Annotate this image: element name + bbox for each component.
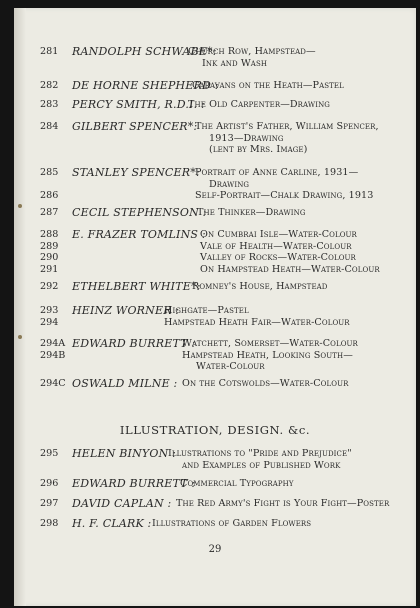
entry-line bbox=[40, 361, 390, 373]
catalogue-number: 297 bbox=[40, 498, 59, 509]
catalogue-number: 292 bbox=[40, 281, 59, 292]
page-number: 29 bbox=[208, 544, 222, 555]
artist-name: HEINZ WORNER : bbox=[72, 304, 180, 317]
catalogue-number: 298 bbox=[40, 518, 59, 529]
entry-line bbox=[40, 252, 390, 264]
entry-line bbox=[40, 317, 390, 329]
catalogue-entry bbox=[40, 448, 390, 471]
work-title: Portrait of Anne Carline, 1931— bbox=[195, 167, 359, 178]
catalogue-number: 294A bbox=[40, 338, 66, 349]
catalogue-entry bbox=[40, 281, 390, 293]
work-title: Hampstead Heath, Looking South— bbox=[182, 349, 353, 361]
work-title: The Artist's Father, William Spencer, bbox=[195, 121, 379, 132]
work-title: Vale of Health—Water-Colour bbox=[200, 240, 352, 252]
catalogue-number: 282 bbox=[40, 80, 59, 91]
work-title: Romney's House, Hampstead bbox=[192, 281, 328, 292]
catalogue-entry bbox=[40, 121, 390, 156]
entry-line bbox=[40, 190, 390, 202]
work-title: Illustrations of Garden Flowers bbox=[152, 518, 312, 529]
catalogue-page bbox=[14, 8, 416, 606]
work-title: and Examples of Published Work bbox=[182, 459, 341, 471]
artist-name: EDWARD BURRETT : bbox=[72, 477, 196, 490]
artist-name: DAVID CAPLAN : bbox=[72, 497, 172, 510]
work-title: Self-Portrait—Chalk Drawing, 1913 bbox=[195, 190, 374, 201]
entry-line bbox=[40, 305, 390, 317]
entry-line bbox=[40, 478, 390, 490]
entry-line bbox=[40, 144, 390, 156]
catalogue-number: 286 bbox=[40, 190, 59, 201]
entry-line bbox=[40, 99, 390, 111]
catalogue-number: 281 bbox=[40, 46, 59, 57]
entry-line bbox=[40, 121, 390, 133]
artist-name: PERCY SMITH, R.D.I. : bbox=[72, 98, 205, 111]
artist-name: OSWALD MILNE : bbox=[72, 377, 178, 390]
catalogue-number: 295 bbox=[40, 448, 59, 459]
work-title: On Cumbrai Isle—Water-Colour bbox=[200, 229, 357, 240]
catalogue-number: 290 bbox=[40, 252, 59, 263]
margin-mark bbox=[18, 335, 22, 339]
entry-line bbox=[40, 460, 390, 472]
artist-name: ETHELBERT WHITE*: bbox=[72, 280, 201, 293]
work-title: Illustrations to "Pride and Prejudice" bbox=[168, 448, 352, 459]
work-title: On the Cotswolds—Water-Colour bbox=[182, 378, 349, 389]
catalogue-number: 294B bbox=[40, 349, 66, 361]
work-title: Commercial Typography bbox=[180, 478, 294, 489]
work-title: Drawing bbox=[209, 178, 250, 190]
artist-name: DE HORNE SHEPHERD : bbox=[72, 79, 219, 92]
entry-line bbox=[40, 281, 390, 293]
entry-line bbox=[40, 241, 390, 253]
catalogue-entry bbox=[40, 338, 390, 373]
entry-line bbox=[40, 80, 390, 92]
work-title: Caravans on the Heath—Pastel bbox=[192, 80, 344, 91]
entry-line bbox=[40, 378, 390, 390]
artist-name: H. F. CLARK : bbox=[72, 517, 152, 530]
section-heading: ILLUSTRATION, DESIGN. &c. bbox=[119, 423, 311, 437]
catalogue-number: 294C bbox=[40, 378, 66, 389]
page-spine-shadow bbox=[14, 8, 26, 606]
catalogue-entry bbox=[40, 498, 390, 510]
catalogue-number: 296 bbox=[40, 478, 59, 489]
work-title: The Old Carpenter—Drawing bbox=[188, 99, 331, 110]
entry-line bbox=[40, 207, 390, 219]
work-title: Highgate—Pastel bbox=[164, 305, 249, 316]
artist-name: STANLEY SPENCER*: bbox=[72, 166, 200, 179]
work-title: Church Row, Hampstead— bbox=[188, 46, 316, 57]
catalogue-entry bbox=[40, 167, 390, 202]
work-title: Ink and Wash bbox=[202, 57, 268, 69]
entry-line bbox=[40, 338, 390, 350]
catalogue-number: 283 bbox=[40, 99, 59, 110]
entry-line bbox=[40, 179, 390, 191]
artist-name: E. FRAZER TOMLINS : bbox=[72, 228, 206, 241]
work-title: Valley of Rocks—Water-Colour bbox=[200, 252, 356, 263]
catalogue-entry bbox=[40, 46, 390, 69]
catalogue-entry bbox=[40, 207, 390, 219]
catalogue-entry bbox=[40, 478, 390, 490]
work-title: 1913—Drawing bbox=[209, 132, 284, 144]
catalogue-number: 293 bbox=[40, 305, 59, 316]
work-title: (lent by Mrs. Image) bbox=[209, 144, 308, 155]
catalogue-number: 287 bbox=[40, 207, 59, 218]
catalogue-number: 285 bbox=[40, 167, 59, 178]
entry-line bbox=[40, 448, 390, 460]
entry-line bbox=[40, 133, 390, 145]
entry-line bbox=[40, 46, 390, 58]
entry-line bbox=[40, 264, 390, 276]
entry-line bbox=[40, 518, 390, 530]
artist-name: HELEN BINYON : bbox=[72, 447, 177, 460]
entry-line bbox=[40, 167, 390, 179]
entry-line bbox=[40, 58, 390, 70]
entry-line bbox=[40, 498, 390, 510]
work-title: On Hampstead Heath—Water-Colour bbox=[200, 263, 380, 275]
catalogue-number: 284 bbox=[40, 121, 59, 132]
work-title: The Thinker—Drawing bbox=[197, 207, 306, 218]
catalogue-entry bbox=[40, 305, 390, 328]
artist-name: EDWARD BURRETT : bbox=[72, 337, 196, 350]
artist-name: GILBERT SPENCER*: bbox=[72, 120, 198, 133]
catalogue-entry bbox=[40, 229, 390, 275]
work-title: Watchett, Somerset—Water-Colour bbox=[182, 338, 358, 349]
work-title: The Red Army's Fight is Your Fight—Poster bbox=[176, 498, 390, 509]
entry-line bbox=[40, 350, 390, 362]
artist-name: CECIL STEPHENSON : bbox=[72, 206, 207, 219]
catalogue-entry bbox=[40, 518, 390, 530]
catalogue-entry bbox=[40, 378, 390, 390]
catalogue-number: 289 bbox=[40, 240, 59, 252]
catalogue-entry bbox=[40, 80, 390, 92]
entry-line bbox=[40, 229, 390, 241]
work-title: Water-Colour bbox=[196, 361, 265, 372]
artist-name: RANDOLPH SCHWABE*: bbox=[72, 45, 217, 58]
catalogue-entry bbox=[40, 99, 390, 111]
catalogue-number: 288 bbox=[40, 229, 59, 240]
catalogue-number: 291 bbox=[40, 263, 59, 275]
catalogue-number: 294 bbox=[40, 316, 59, 328]
margin-mark bbox=[18, 204, 22, 208]
work-title: Hampstead Heath Fair—Water-Colour bbox=[164, 316, 350, 328]
